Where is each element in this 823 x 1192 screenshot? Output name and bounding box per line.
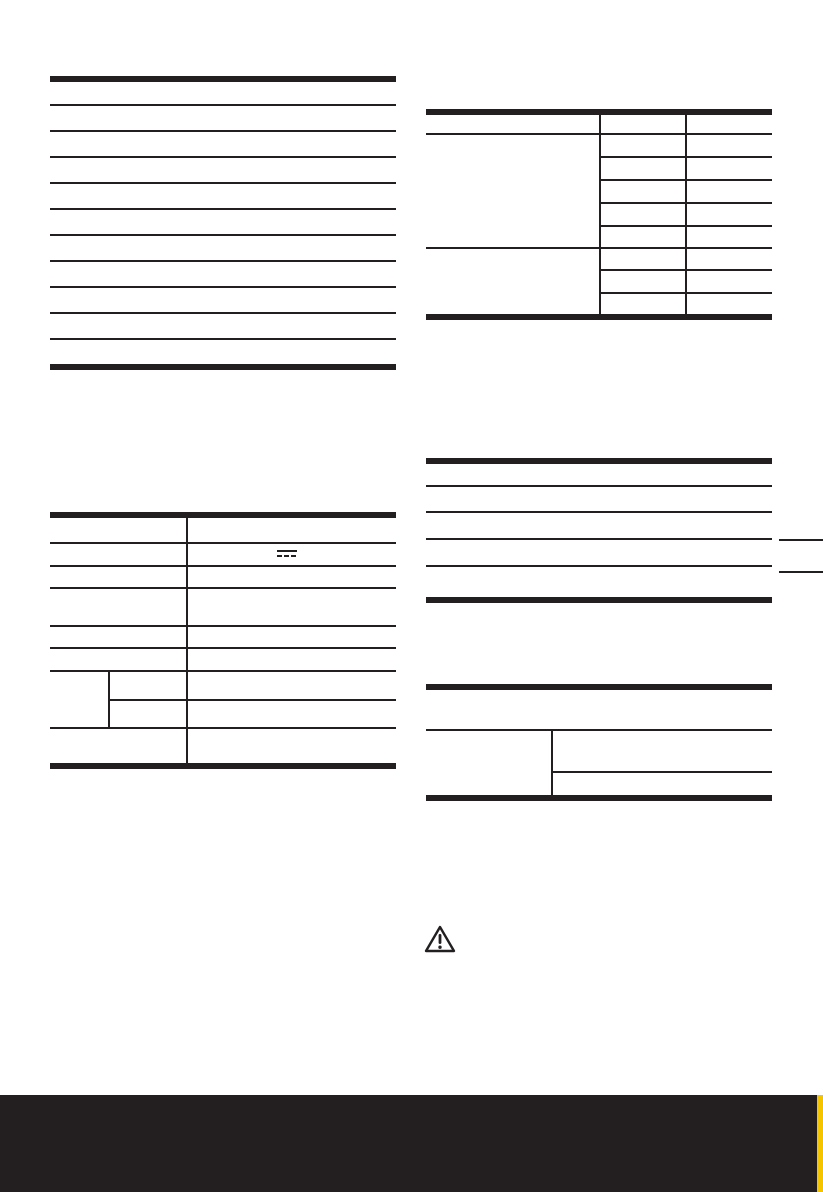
table-1-row-rule (50, 338, 396, 340)
warning-triangle-icon (424, 925, 456, 953)
table-2-row-rule (599, 269, 772, 271)
table-1-row-rule (50, 286, 396, 288)
tech-table-row-rule (50, 670, 396, 672)
table-1-top-rule (50, 76, 396, 82)
tech-table-row-rule (50, 542, 396, 544)
table-1-row-rule (50, 234, 396, 236)
margin-tab-mark (779, 571, 823, 573)
table-4-subrow-rule (551, 771, 772, 773)
direct-current-symbol (277, 550, 297, 558)
table-2-row-rule (599, 292, 772, 294)
tech-table-bottom-rule (50, 763, 396, 769)
footer-accent-strip (817, 1095, 823, 1192)
table-4-row-rule (426, 729, 772, 731)
table-1-row-rule (50, 130, 396, 132)
table-2-column-divider (599, 115, 601, 315)
table-1-row-rule (50, 156, 396, 158)
tech-table-row-rule (50, 727, 396, 729)
tech-table-row-rule (50, 565, 396, 567)
table-1-row-rule (50, 312, 396, 314)
table-2-row-rule (599, 156, 772, 158)
table-4-column-divider (551, 731, 553, 796)
table-3-bottom-rule (426, 597, 772, 603)
table-3-row-rule (426, 485, 772, 487)
table-2-row-rule (599, 225, 772, 227)
tech-table-row-rule (50, 647, 396, 649)
table-2-row-rule (426, 133, 772, 135)
table-1-row-rule (50, 182, 396, 184)
table-4-top-rule (426, 684, 772, 690)
table-3-row-rule (426, 565, 772, 567)
table-3-row-rule (426, 538, 772, 540)
tech-table-subrow-rule (108, 699, 396, 701)
table-2-row-rule (599, 179, 772, 181)
table-1-bottom-rule (50, 364, 396, 370)
margin-tab-mark (779, 539, 823, 541)
table-3-row-rule (426, 511, 772, 513)
table-2-bottom-rule (426, 314, 772, 320)
table-1-row-rule (50, 260, 396, 262)
tech-table-top-rule (50, 512, 396, 518)
table-2-row-rule (599, 202, 772, 204)
table-4-bottom-rule (426, 795, 772, 801)
table-3-top-rule (426, 458, 772, 464)
footer-band (0, 1095, 823, 1192)
table-2-row-rule (426, 247, 772, 249)
table-2-column-divider (685, 115, 687, 315)
tech-table-row-rule (50, 587, 396, 589)
table-1-row-rule (50, 104, 396, 106)
table-1-row-rule (50, 208, 396, 210)
tech-table-row-rule (50, 625, 396, 627)
